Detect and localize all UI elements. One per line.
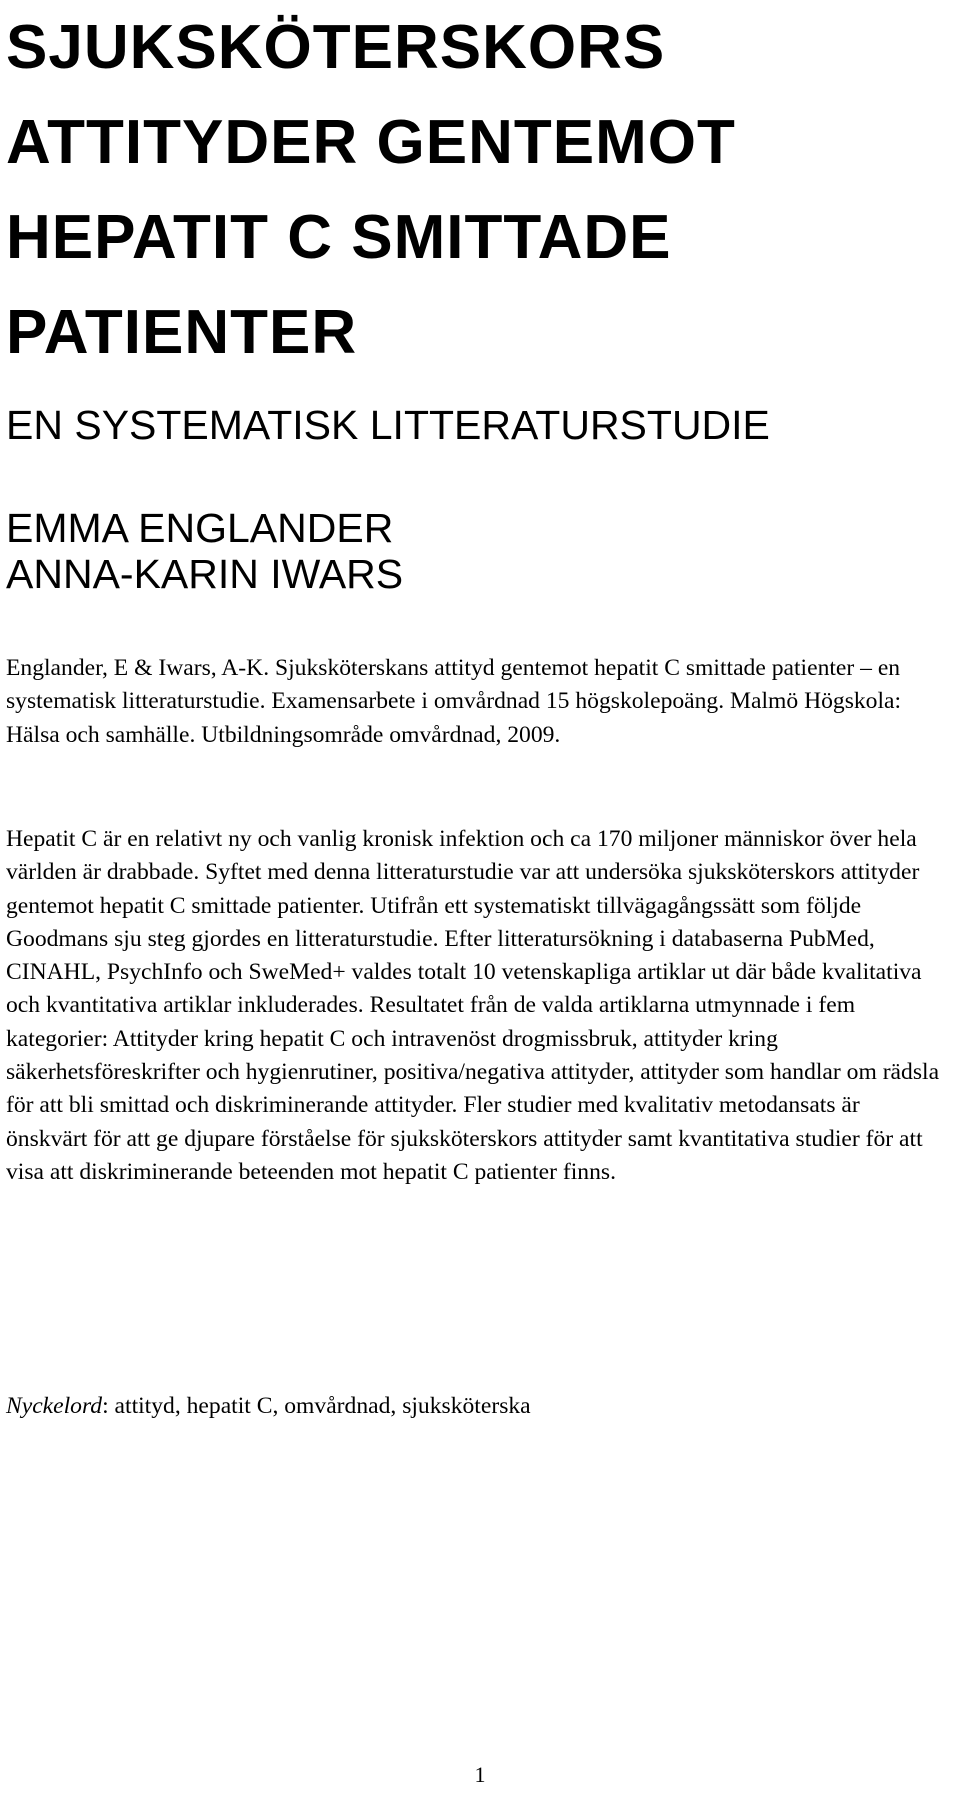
title-line: SJUKSKÖTERSKORS bbox=[6, 13, 666, 82]
keywords-text: : attityd, hepatit C, omvårdnad, sjuksköterska bbox=[102, 1393, 531, 1419]
title-line: ATTITYDER GENTEMOT bbox=[6, 108, 736, 177]
title-line: HEPATIT C SMITTADE bbox=[6, 203, 672, 272]
page-number: 1 bbox=[474, 1762, 486, 1787]
author-name: ANNA-KARIN IWARS bbox=[6, 551, 404, 597]
citation-paragraph: Englander, E & Iwars, A-K. Sjuksköterskans attityd gentemot hepatit C smittade patienter – en systematisk litteraturstudie. Examensarbete i omvårdnad 15 högskolepoäng. Malmö Högskola: Hälsa och samhälle. Utbildningsområde omvårdnad, 2009. bbox=[6, 655, 902, 748]
title-line: PATIENTER bbox=[6, 298, 358, 367]
authors bbox=[6, 505, 403, 597]
document-title bbox=[6, 0, 951, 380]
keywords-label: Nyckelord bbox=[6, 1393, 103, 1419]
keywords-line bbox=[6, 1390, 531, 1423]
document-subtitle: EN SYSTEMATISK LITTERATURSTUDIE bbox=[6, 402, 770, 448]
author-name: EMMA ENGLANDER bbox=[6, 505, 394, 551]
abstract-paragraph: Hepatit C är en relativt ny och vanlig kronisk infektion och ca 170 miljoner människor över hela världen är drabbade. Syftet med denna litteraturstudie var att undersöka sjuksköterskors attityder gentemot hepatit C smittade patienter. Utifrån ett systematiskt tillvägagångssätt som följde Goodmans sju steg gjordes en litteraturstudie. Efter litteratursökning i databaserna PubMed, CINAHL, PsychInfo och SweMed+ valdes totalt 10 vetenskapliga artiklar ut där både kvalitativa och kvantitativa artiklar inkluderades. Resultatet från de valda artiklarna utmynnade i fem kategorier: Attityder kring hepatit C och intravenöst drogmissbruk, attityder kring säkerhetsföreskrifter och hygienrutiner, positiva/negativa attityder, attityder som handlar om rädsla för att bli smittad och diskriminerande attityder. Fler studier med kvalitativ metodansats är önskvärt för att ge djupare förståelse för sjuksköterskors attityder samt kvantitativa studier för att visa att diskriminerande beteenden mot hepatit C patienter finns. bbox=[6, 826, 940, 1185]
